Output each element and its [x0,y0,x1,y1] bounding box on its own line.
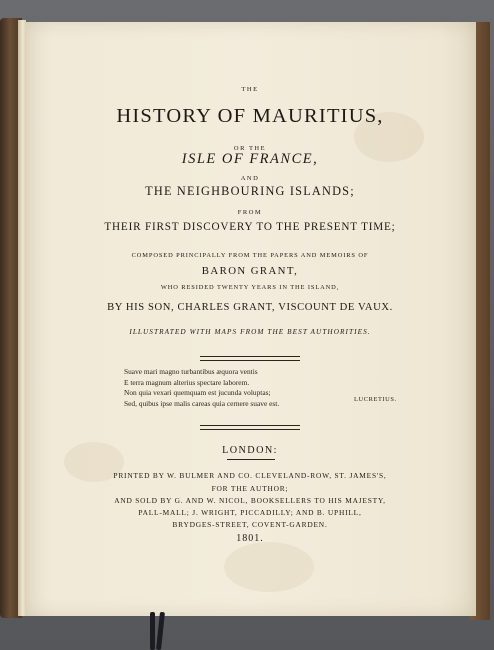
imprint-pall-mall: PALL-MALL; J. WRIGHT, PICCADILLY; AND B. UPHILL, [138,508,362,517]
subtitle-discovery: THEIR FIRST DISCOVERY TO THE PRESENT TIME; [104,221,396,233]
title-the: THE [241,86,259,93]
title-page-text [24,22,476,616]
alternate-title: ISLE OF FRANCE, [181,151,319,167]
author-line: BY HIS SON, CHARLES GRANT, VISCOUNT DE VAUX. [107,302,393,313]
double-rule [200,356,300,361]
resided-line: WHO RESIDED TWENTY YEARS IN THE ISLAND, [160,284,340,291]
title-and: AND [240,175,260,182]
latin-epigraph [124,367,454,409]
composed-line: COMPOSED PRINCIPALLY FROM THE PAPERS AND MEMOIRS OF [131,252,369,259]
epigraph-line: Suave mari magno turbantibus æquora ventis [124,367,258,376]
epigraph-line: E terra magnum alterius spectare laborem. [124,377,250,387]
title-from: FROM [237,209,263,216]
title-or-the: OR THE [233,145,267,152]
subtitle-neighbouring-islands: THE NEIGHBOURING ISLANDS; [145,184,355,198]
imprint-year: 1801. [236,533,264,544]
imprint-city: LONDON: [222,445,278,456]
imprint-bridges-street: BRYDGES-STREET, COVENT-GARDEN. [172,520,328,529]
illustrated-line: ILLUSTRATED WITH MAPS FROM THE BEST AUTHORITIES. [129,328,371,336]
imprint-for-author: FOR THE AUTHOR; [211,484,289,493]
epigraph-line: Sed, quibus ipse malis careas quia cernere suave est. [124,398,280,408]
imprint-sold-by: AND SOLD BY G. AND W. NICOL, BOOKSELLERS TO HIS MAJESTY, [114,496,386,505]
imprint-printer: PRINTED BY W. BULMER AND CO. CLEVELAND-ROW, ST. JAMES'S, [113,471,387,480]
bookmark-ribbon [150,612,155,650]
city-underline [227,459,275,460]
baron-grant: BARON GRANT, [201,265,299,277]
main-title: HISTORY OF MAURITIUS, [116,105,384,127]
epigraph-author: LUCRETIUS. [354,396,397,403]
double-rule [200,425,300,430]
epigraph-line: Non quia vexari quemquam est jucunda voluptas; [124,388,271,397]
